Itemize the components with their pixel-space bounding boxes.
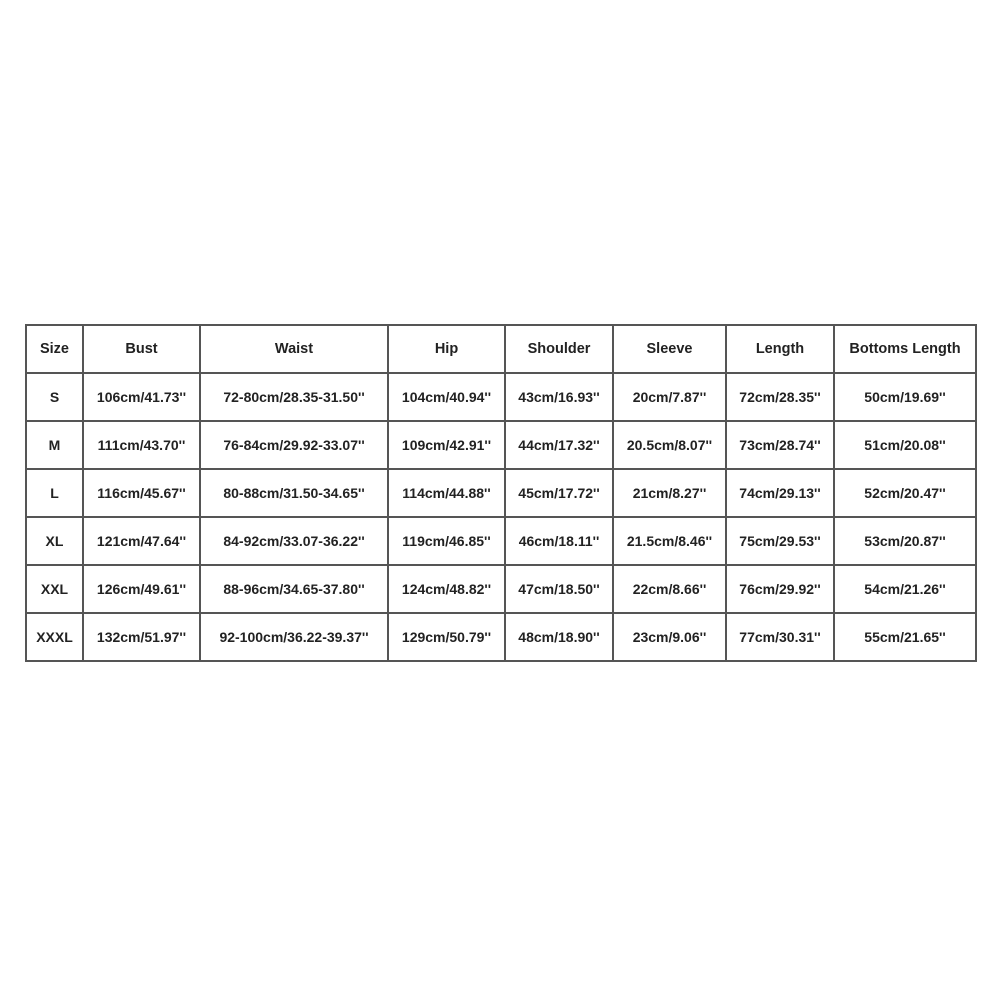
header-length: Length [726, 325, 834, 373]
table-row [26, 421, 976, 469]
cell-sleeve: 21.5cm/8.46'' [613, 517, 726, 565]
table-row [26, 565, 976, 613]
cell-sleeve: 20.5cm/8.07'' [613, 421, 726, 469]
size-chart-table [25, 324, 977, 662]
table-row [26, 613, 976, 661]
cell-waist: 72-80cm/28.35-31.50'' [200, 373, 388, 421]
cell-size: S [26, 373, 83, 421]
cell-shoulder: 43cm/16.93'' [505, 373, 613, 421]
cell-hip: 129cm/50.79'' [388, 613, 505, 661]
cell-hip: 119cm/46.85'' [388, 517, 505, 565]
cell-shoulder: 46cm/18.11'' [505, 517, 613, 565]
cell-bust: 106cm/41.73'' [83, 373, 200, 421]
cell-waist: 76-84cm/29.92-33.07'' [200, 421, 388, 469]
cell-shoulder: 44cm/17.32'' [505, 421, 613, 469]
cell-sleeve: 22cm/8.66'' [613, 565, 726, 613]
cell-length: 75cm/29.53'' [726, 517, 834, 565]
cell-waist: 84-92cm/33.07-36.22'' [200, 517, 388, 565]
cell-sleeve: 23cm/9.06'' [613, 613, 726, 661]
table-row [26, 373, 976, 421]
header-bust: Bust [83, 325, 200, 373]
header-bottoms-length: Bottoms Length [834, 325, 976, 373]
cell-bust: 111cm/43.70'' [83, 421, 200, 469]
cell-waist: 88-96cm/34.65-37.80'' [200, 565, 388, 613]
cell-bottoms-length: 55cm/21.65'' [834, 613, 976, 661]
header-sleeve: Sleeve [613, 325, 726, 373]
cell-size: XXXL [26, 613, 83, 661]
cell-waist: 92-100cm/36.22-39.37'' [200, 613, 388, 661]
cell-length: 74cm/29.13'' [726, 469, 834, 517]
cell-bottoms-length: 54cm/21.26'' [834, 565, 976, 613]
cell-length: 72cm/28.35'' [726, 373, 834, 421]
cell-bottoms-length: 51cm/20.08'' [834, 421, 976, 469]
cell-bottoms-length: 50cm/19.69'' [834, 373, 976, 421]
cell-bust: 132cm/51.97'' [83, 613, 200, 661]
cell-length: 76cm/29.92'' [726, 565, 834, 613]
cell-size: M [26, 421, 83, 469]
table-row [26, 469, 976, 517]
cell-bust: 121cm/47.64'' [83, 517, 200, 565]
cell-bottoms-length: 52cm/20.47'' [834, 469, 976, 517]
cell-bust: 126cm/49.61'' [83, 565, 200, 613]
cell-size: XXL [26, 565, 83, 613]
cell-sleeve: 20cm/7.87'' [613, 373, 726, 421]
header-size: Size [26, 325, 83, 373]
cell-sleeve: 21cm/8.27'' [613, 469, 726, 517]
cell-size: XL [26, 517, 83, 565]
header-hip: Hip [388, 325, 505, 373]
cell-shoulder: 47cm/18.50'' [505, 565, 613, 613]
cell-shoulder: 48cm/18.90'' [505, 613, 613, 661]
cell-bust: 116cm/45.67'' [83, 469, 200, 517]
header-shoulder: Shoulder [505, 325, 613, 373]
cell-hip: 114cm/44.88'' [388, 469, 505, 517]
cell-hip: 109cm/42.91'' [388, 421, 505, 469]
header-waist: Waist [200, 325, 388, 373]
cell-waist: 80-88cm/31.50-34.65'' [200, 469, 388, 517]
cell-hip: 124cm/48.82'' [388, 565, 505, 613]
cell-shoulder: 45cm/17.72'' [505, 469, 613, 517]
cell-size: L [26, 469, 83, 517]
cell-hip: 104cm/40.94'' [388, 373, 505, 421]
cell-length: 77cm/30.31'' [726, 613, 834, 661]
cell-length: 73cm/28.74'' [726, 421, 834, 469]
header-row [26, 325, 976, 373]
table-row [26, 517, 976, 565]
cell-bottoms-length: 53cm/20.87'' [834, 517, 976, 565]
